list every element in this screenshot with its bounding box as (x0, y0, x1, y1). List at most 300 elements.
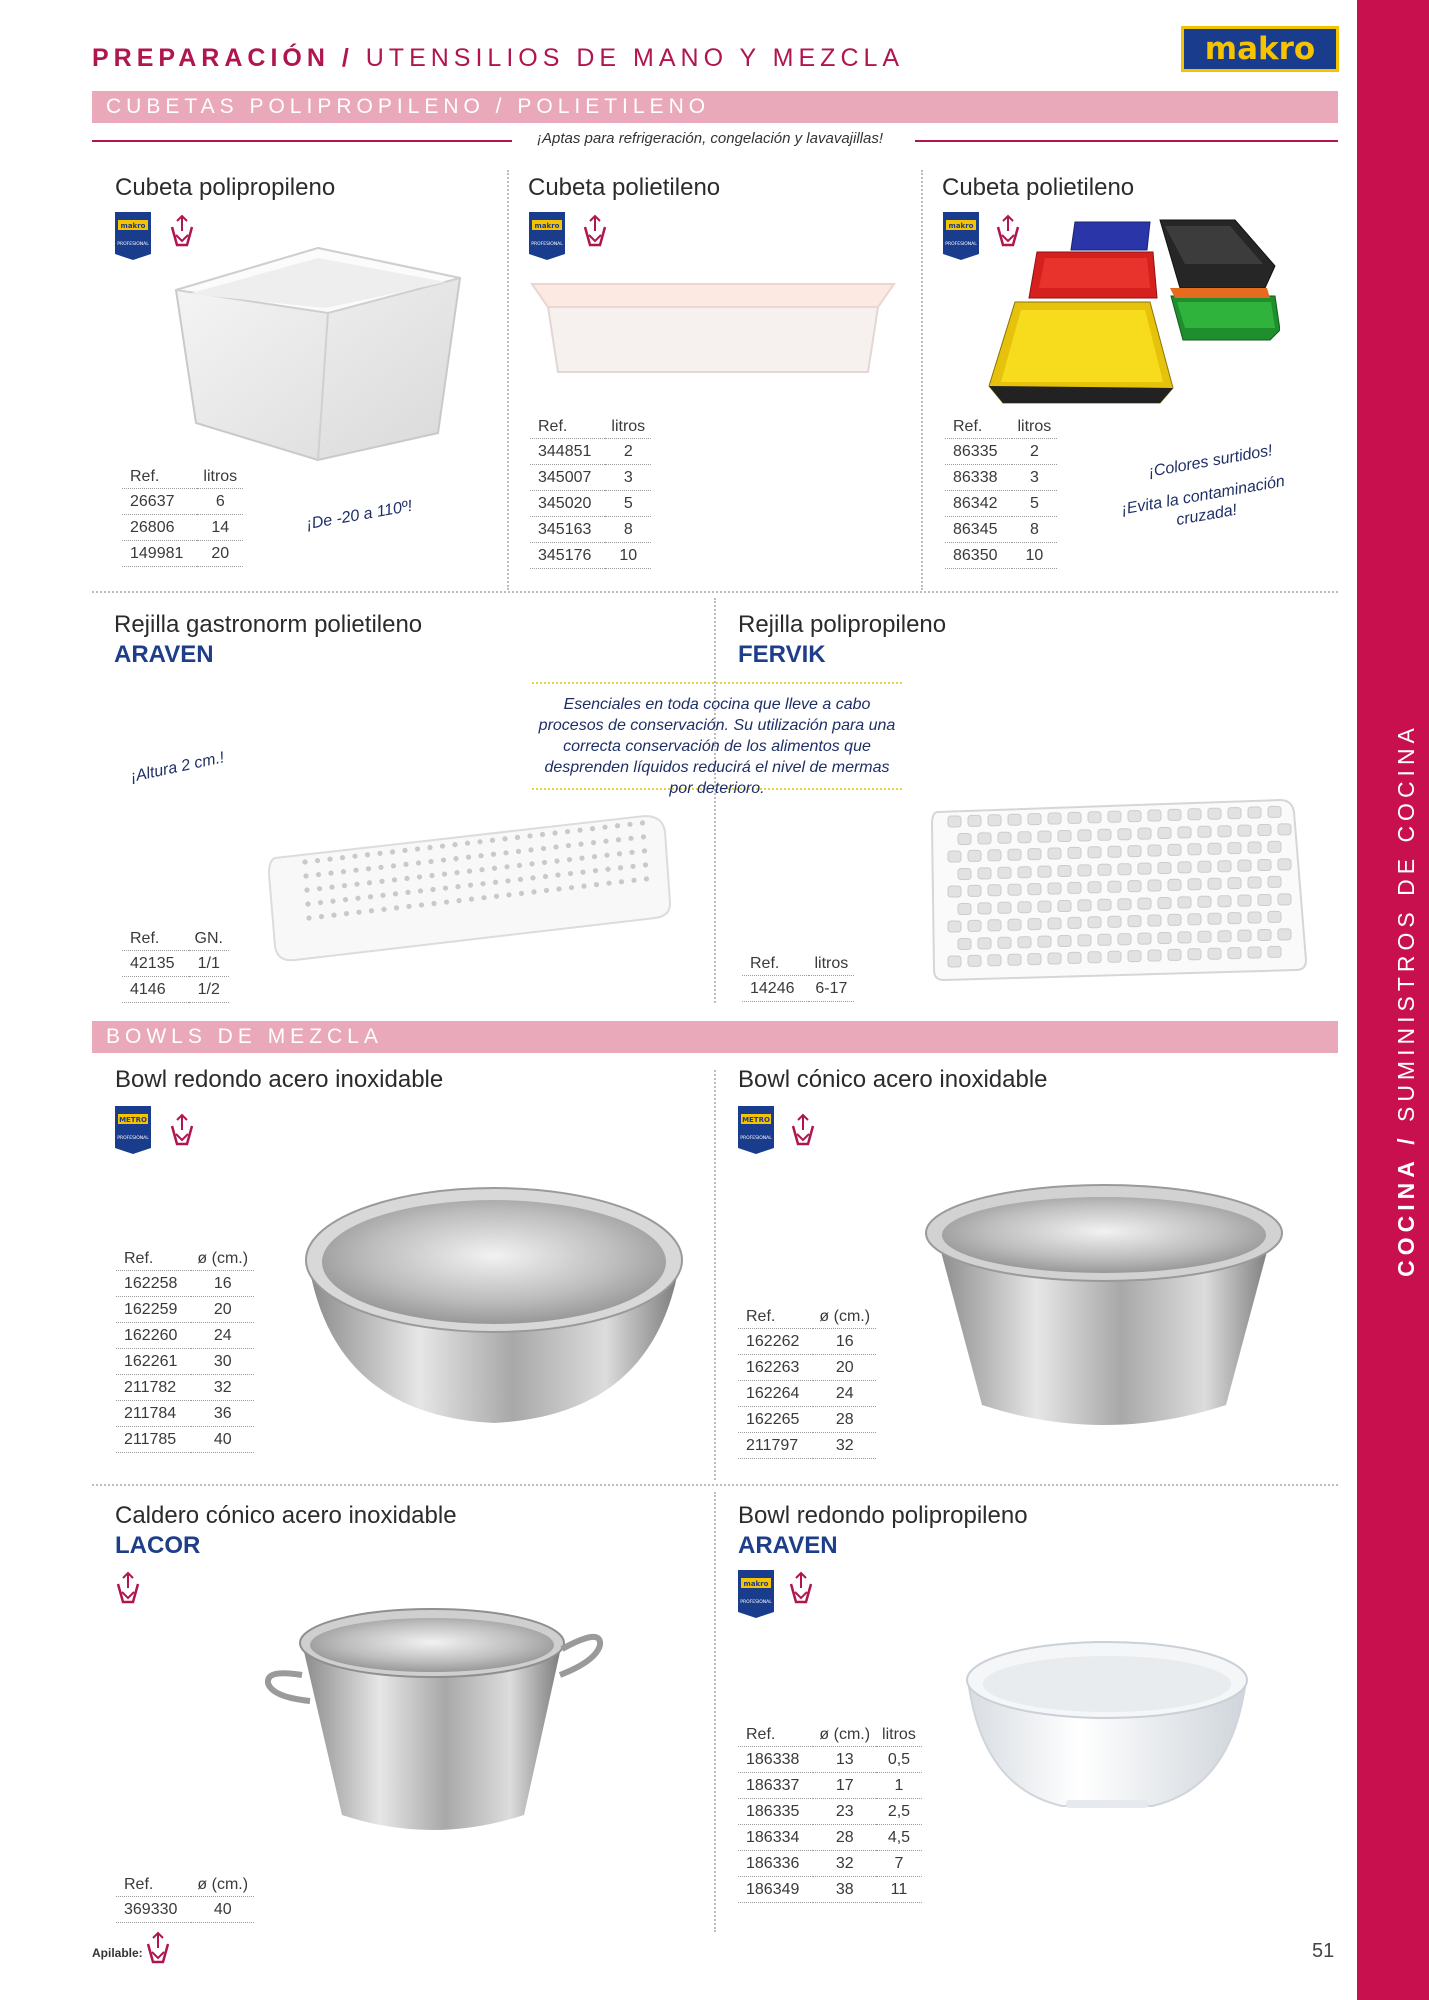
grid-cell (1038, 866, 1051, 877)
grid-hole (405, 890, 410, 895)
grid-hole (578, 842, 583, 847)
grid-hole (577, 828, 582, 833)
grid-cell (1058, 901, 1071, 912)
grid-cell (1058, 831, 1071, 842)
grid-cell (1038, 936, 1051, 947)
table-row (742, 976, 854, 1002)
grid-hole (527, 833, 532, 838)
table-cell: 186337 (738, 1773, 813, 1799)
note-line-left (92, 140, 512, 142)
table-row (945, 517, 1057, 543)
stackable-legend-label: Apilable: (92, 1946, 143, 1960)
divider (507, 170, 509, 590)
grid-hole (406, 904, 411, 909)
table-cell: 32 (191, 1375, 254, 1401)
table-cell: 86345 (945, 517, 1012, 543)
divider (92, 1484, 1338, 1486)
table-row (530, 517, 651, 543)
table-row (738, 1381, 876, 1407)
badge-bottom-text: PROFESIONAL (531, 242, 563, 247)
grid-hole (391, 863, 396, 868)
grid-hole (631, 878, 636, 883)
grid-hole (491, 852, 496, 857)
makro-profesional-badge-icon (529, 212, 565, 260)
grid-hole (502, 836, 507, 841)
caldero-conico-image (262, 1605, 607, 1840)
grid-hole (442, 871, 447, 876)
grid-hole (340, 855, 345, 860)
grid-hole (315, 858, 320, 863)
table-cell: 6-17 (809, 976, 855, 1002)
grid-hole (417, 874, 422, 879)
grid-cell (1068, 882, 1081, 893)
grid-cell (1048, 883, 1061, 894)
metro-profesional-badge-icon (738, 1106, 774, 1154)
grid-cell (1208, 878, 1221, 889)
grid-cell (1038, 831, 1051, 842)
grid-cell (1268, 806, 1281, 817)
ref-table-bowl-conico (738, 1306, 876, 1459)
table-row (738, 1355, 876, 1381)
grid-cell (1048, 953, 1061, 964)
divider (921, 170, 923, 590)
table-cell: 16 (191, 1271, 254, 1297)
grid-cell (1138, 933, 1151, 944)
table-row (122, 489, 243, 515)
grid-hole (440, 843, 445, 848)
ref-header: Ref. (116, 1248, 191, 1271)
grid-cell (1158, 933, 1171, 944)
badge-top-text: METRO (742, 1116, 770, 1124)
grid-hole (542, 860, 547, 865)
table-row (116, 1897, 254, 1923)
grid-hole (392, 877, 397, 882)
table-cell: 211785 (116, 1427, 191, 1453)
ref-header: Ref. (738, 1306, 813, 1329)
ref-table-cubeta-pp (122, 466, 243, 567)
grid-hole (393, 891, 398, 896)
rejilla-polipropileno-image (930, 798, 1310, 984)
table-cell: 86350 (945, 543, 1012, 569)
table-cell: 23 (813, 1799, 876, 1825)
grid-cell (1208, 808, 1221, 819)
product-title: Rejilla gastronorm polietileno (114, 611, 423, 638)
badge-bottom-text: PROFESIONAL (117, 242, 149, 247)
grid-cell (1268, 911, 1281, 922)
grid-cell (1278, 894, 1291, 905)
page-title (92, 44, 904, 73)
grid-cell (948, 956, 961, 967)
grid-hole (594, 882, 599, 887)
table-cell: 28 (813, 1407, 876, 1433)
grid-cell (1248, 912, 1261, 923)
grid-cell (1218, 931, 1231, 942)
cubeta-polietileno-image (528, 272, 898, 377)
side-band-separator: / (1393, 1133, 1419, 1145)
grid-hole (444, 899, 449, 904)
table-row (738, 1825, 922, 1851)
grid-cell (978, 903, 991, 914)
grid-hole (516, 849, 521, 854)
grid-cell (1118, 829, 1131, 840)
table-cell: 211782 (116, 1375, 191, 1401)
product-title: Bowl redondo polipropileno (738, 1502, 1028, 1529)
table-row (738, 1877, 922, 1903)
table-row (945, 439, 1057, 465)
grid-cell (1238, 895, 1251, 906)
table-cell: 162262 (738, 1329, 813, 1355)
cubeta-polipropileno-image (168, 238, 468, 463)
ref-header: litros (876, 1724, 922, 1747)
table-cell: 16 (813, 1329, 876, 1355)
grid-hole (466, 855, 471, 860)
ref-header: Ref. (122, 928, 189, 951)
grid-hole (356, 910, 361, 915)
grid-cell (1108, 916, 1121, 927)
grid-hole (416, 860, 421, 865)
grid-hole (477, 839, 482, 844)
grid-cell (1048, 918, 1061, 929)
table-cell: 17 (813, 1773, 876, 1799)
grid-hole (353, 868, 358, 873)
table-cell: 4146 (122, 977, 189, 1003)
table-cell: 186336 (738, 1851, 813, 1877)
grid-cell (1158, 898, 1171, 909)
grid-hole (327, 857, 332, 862)
grid-hole (452, 842, 457, 847)
grid-hole (553, 844, 558, 849)
grid-cell (1118, 864, 1131, 875)
grid-hole (365, 852, 370, 857)
product-brand: LACOR (115, 1532, 201, 1559)
product-brand: ARAVEN (738, 1532, 838, 1559)
table-cell: 162263 (738, 1355, 813, 1381)
table-cell: 186349 (738, 1877, 813, 1903)
grid-cell (958, 834, 971, 845)
grid-cell (1278, 929, 1291, 940)
grid-cell (1138, 828, 1151, 839)
ref-table-caldero (116, 1874, 254, 1923)
grid-cell (1078, 900, 1091, 911)
grid-hole (494, 894, 499, 899)
grid-hole (317, 886, 322, 891)
ref-header: litros (1012, 416, 1058, 439)
grid-cell (1168, 949, 1181, 960)
grid-cell (1198, 826, 1211, 837)
table-cell: 345176 (530, 543, 605, 569)
temperature-note: ¡De -20 a 110º! (305, 497, 414, 534)
grid-hole (377, 851, 382, 856)
grid-cell (1028, 919, 1041, 930)
grid-cell (1168, 914, 1181, 925)
grid-cell (1128, 916, 1141, 927)
grid-cell (1168, 879, 1181, 890)
grid-cell (988, 885, 1001, 896)
table-cell: 32 (813, 1851, 876, 1877)
grid-cell (1248, 807, 1261, 818)
ref-table-rejilla-pp (742, 953, 854, 1002)
badge-bottom-text: PROFESIONAL (740, 1600, 772, 1605)
grid-cell (1008, 919, 1021, 930)
grid-cell (968, 885, 981, 896)
ref-header: ø (cm.) (191, 1874, 254, 1897)
ref-table-cubeta-pe (530, 416, 651, 569)
grid-cell (948, 886, 961, 897)
grid-hole (528, 847, 533, 852)
grid-hole (605, 867, 610, 872)
grid-hole (503, 850, 508, 855)
grid-hole (378, 865, 383, 870)
grid-hole (331, 913, 336, 918)
grid-cell (1108, 951, 1121, 962)
table-cell: 162258 (116, 1271, 191, 1297)
grid-hole (402, 848, 407, 853)
grid-cell (1048, 813, 1061, 824)
grid-hole (330, 899, 335, 904)
side-band-main: COCINA (1393, 1156, 1419, 1277)
table-cell: 2,5 (876, 1799, 922, 1825)
grid-hole (394, 905, 399, 910)
grid-hole (404, 876, 409, 881)
grid-cell (1058, 866, 1071, 877)
grid-hole (454, 870, 459, 875)
grid-cell (958, 939, 971, 950)
table-cell: 344851 (530, 439, 605, 465)
grid-cell (1128, 951, 1141, 962)
grid-cell (978, 868, 991, 879)
table-cell: 42135 (122, 951, 189, 977)
grid-hole (303, 873, 308, 878)
section-bar-bowls: BOWLS DE MEZCLA (92, 1021, 1338, 1053)
grid-hole (316, 872, 321, 877)
grid-hole (627, 822, 632, 827)
grid-cell (948, 851, 961, 862)
table-cell: 149981 (122, 541, 197, 567)
grid-cell (1278, 859, 1291, 870)
grid-cell (1218, 896, 1231, 907)
bowl-redondo-acero-image (302, 1180, 686, 1425)
grid-cell (998, 937, 1011, 948)
ref-header: GN. (189, 928, 229, 951)
grid-hole (481, 895, 486, 900)
grid-hole (505, 878, 510, 883)
makro-profesional-badge-icon (943, 212, 979, 260)
ref-header: ø (cm.) (813, 1724, 876, 1747)
grid-hole (603, 839, 608, 844)
grid-hole (543, 874, 548, 879)
product-brand: FERVIK (738, 641, 826, 668)
table-row (116, 1427, 254, 1453)
grid-hole (403, 862, 408, 867)
grid-cell (1188, 879, 1201, 890)
logo-text: makro (1204, 31, 1316, 67)
grid-cell (1268, 946, 1281, 957)
grid-hole (644, 876, 649, 881)
grid-hole (381, 907, 386, 912)
table-cell: 211784 (116, 1401, 191, 1427)
grid-cell (1148, 845, 1161, 856)
ref-header: Ref. (738, 1724, 813, 1747)
table-cell: 28 (813, 1825, 876, 1851)
table-row (738, 1407, 876, 1433)
table-cell: 345007 (530, 465, 605, 491)
grid-hole (580, 870, 585, 875)
grid-hole (427, 845, 432, 850)
grid-hole (569, 885, 574, 890)
grid-cell (1058, 936, 1071, 947)
grid-cell (1098, 864, 1111, 875)
table-cell: 10 (1012, 543, 1058, 569)
grid-hole (354, 882, 359, 887)
grid-cell (1218, 861, 1231, 872)
table-row (116, 1349, 254, 1375)
grid-hole (368, 894, 373, 899)
ref-header: litros (197, 466, 243, 489)
table-cell: 6 (197, 489, 243, 515)
table-cell: 20 (197, 541, 243, 567)
grid-cell (1248, 877, 1261, 888)
grid-cell (1248, 842, 1261, 853)
grid-cell (1008, 954, 1021, 965)
grid-cell (948, 921, 961, 932)
table-row (530, 543, 651, 569)
rejilla-gastronorm-image (265, 812, 675, 962)
grid-cell (1148, 915, 1161, 926)
badge-top-text: makro (120, 222, 146, 230)
info-box: Esenciales en toda cocina que lleve a cabo procesos de conservación. Su utilización para una correcta conservación de los alimentos que desprenden líquidos reducirá el nivel de mermas por deterioro. (532, 682, 902, 790)
side-band-text (1393, 550, 1420, 1450)
badge-bottom-text: PROFESIONAL (117, 1136, 149, 1141)
colors-note: ¡Colores surtidos! (1147, 442, 1274, 481)
grid-hole (480, 881, 485, 886)
grid-hole (430, 887, 435, 892)
grid-hole (629, 850, 634, 855)
grid-cell (948, 816, 961, 827)
table-row (116, 1323, 254, 1349)
grid-hole (554, 858, 559, 863)
grid-hole (555, 872, 560, 877)
grid-hole (492, 866, 497, 871)
grid-hole (306, 915, 311, 920)
ref-header: litros (809, 953, 855, 976)
page-number: 51 (1312, 1940, 1335, 1962)
badge-bottom-text: PROFESIONAL (740, 1136, 772, 1141)
ref-table-bowl-pp (738, 1724, 922, 1903)
grid-cell (1028, 814, 1041, 825)
table-cell: 10 (605, 543, 651, 569)
table-cell: 345020 (530, 491, 605, 517)
product-title: Bowl cónico acero inoxidable (738, 1066, 1048, 1093)
ref-header: Ref. (742, 953, 809, 976)
grid-cell (1168, 844, 1181, 855)
grid-hole (467, 869, 472, 874)
table-cell: 8 (605, 517, 651, 543)
table-cell: 162261 (116, 1349, 191, 1375)
grid-hole (641, 834, 646, 839)
table-row (122, 951, 229, 977)
grid-hole (302, 859, 307, 864)
grid-cell (988, 920, 1001, 931)
ref-header: Ref. (122, 466, 197, 489)
table-cell: 3 (1012, 465, 1058, 491)
grid-cell (1108, 846, 1121, 857)
grid-hole (593, 868, 598, 873)
grid-cell (1098, 829, 1111, 840)
ref-header: litros (605, 416, 651, 439)
table-row (122, 541, 243, 567)
grid-hole (328, 871, 333, 876)
grid-hole (604, 853, 609, 858)
header-separator: / (341, 44, 354, 72)
grid-hole (619, 879, 624, 884)
grid-hole (456, 898, 461, 903)
grid-cell (1188, 809, 1201, 820)
grid-hole (556, 886, 561, 891)
grid-hole (367, 880, 372, 885)
table-row (122, 515, 243, 541)
grid-hole (640, 820, 645, 825)
badge-top-text: METRO (119, 1116, 147, 1124)
grid-cell (998, 867, 1011, 878)
grid-cell (998, 832, 1011, 843)
grid-cell (1018, 832, 1031, 843)
grid-cell (1228, 948, 1241, 959)
grid-cell (978, 938, 991, 949)
grid-hole (590, 826, 595, 831)
grid-hole (606, 881, 611, 886)
grid-hole (530, 875, 535, 880)
grid-hole (453, 856, 458, 861)
grid-cell (1038, 901, 1051, 912)
table-row (738, 1329, 876, 1355)
grid-cell (1068, 847, 1081, 858)
grid-hole (592, 854, 597, 859)
table-row (738, 1773, 922, 1799)
grid-hole (628, 836, 633, 841)
grid-hole (643, 862, 648, 867)
table-cell: 162265 (738, 1407, 813, 1433)
grid-hole (443, 885, 448, 890)
grid-hole (431, 901, 436, 906)
grid-cell (1168, 809, 1181, 820)
grid-cell (1238, 860, 1251, 871)
stackable-icon (580, 213, 610, 247)
grid-cell (1028, 884, 1041, 895)
grid-cell (1068, 917, 1081, 928)
product-brand: ARAVEN (114, 641, 214, 668)
table-cell: 40 (191, 1897, 254, 1923)
table-row (945, 543, 1057, 569)
table-cell: 345163 (530, 517, 605, 543)
grid-cell (1178, 827, 1191, 838)
grid-cell (1088, 952, 1101, 963)
grid-hole (319, 914, 324, 919)
grid-hole (479, 867, 484, 872)
grid-hole (519, 891, 524, 896)
table-row (116, 1401, 254, 1427)
table-cell: 186338 (738, 1747, 813, 1773)
grid-hole (493, 880, 498, 885)
grid-cell (1258, 930, 1271, 941)
table-cell: 0,5 (876, 1747, 922, 1773)
grid-hole (419, 902, 424, 907)
badge-bottom-text: PROFESIONAL (945, 242, 977, 247)
grid-cell (1238, 930, 1251, 941)
cubetas-note: ¡Aptas para refrigeración, congelación y lavavajillas! (536, 130, 883, 147)
bowl-polipropileno-image (962, 1638, 1252, 1813)
grid-cell (1258, 825, 1271, 836)
grid-cell (1118, 899, 1131, 910)
